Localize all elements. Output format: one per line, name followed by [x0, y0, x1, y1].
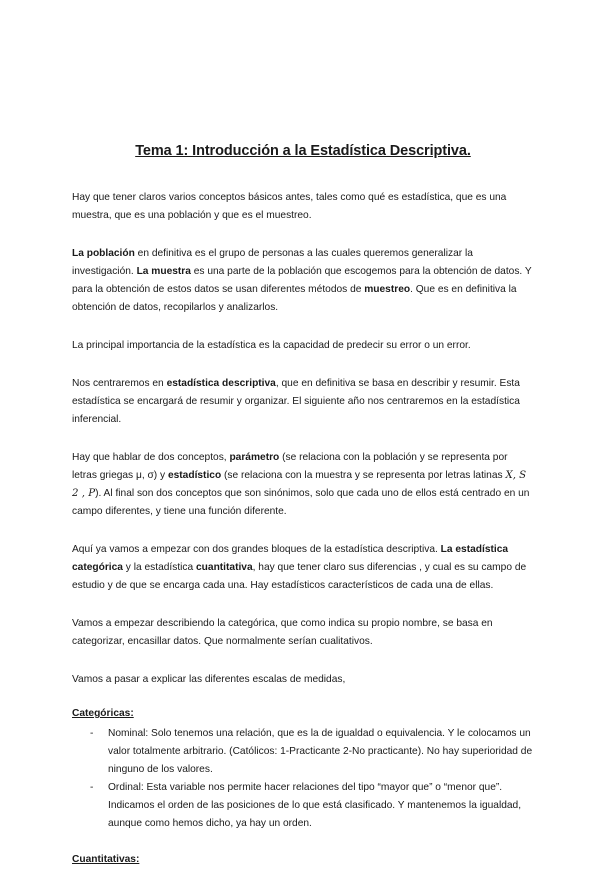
term-cuantitativa: cuantitativa	[196, 562, 253, 573]
list-categoricas	[72, 725, 534, 833]
paragraph-bloques: Aquí ya vamos a empezar con dos grandes bloques de la estadística descriptiva. La estadística categórica y la estadística cuantitativa, hay que tener claro sus diferencias , y cual es su campo de estudio y de que se encarga cada una. Hay estadísticos característicos de cada una de ellas.	[72, 544, 527, 591]
paragraph-importancia: La principal importancia de la estadística es la capacidad de predecir su error o un error.	[72, 340, 471, 351]
math-symbols: X, S 2 , P	[72, 470, 527, 499]
term-categorica: La estadística categórica	[72, 544, 509, 573]
page-title: Tema 1: Introducción a la Estadística Descriptiva.	[135, 143, 471, 159]
paragraph-intro: Hay que tener claros varios conceptos básicos antes, tales como qué es estadística, que es una muestra, que es una población y que es el muestreo.	[72, 192, 507, 221]
list-dash: -	[90, 782, 94, 793]
paragraph-escalas: Vamos a pasar a explicar las diferentes escalas de medidas,	[72, 674, 346, 685]
term-poblacion: La población	[72, 248, 135, 259]
term-estadistica-descriptiva: estadística descriptiva	[166, 378, 276, 389]
document-body	[72, 143, 534, 871]
term-estadistico: estadístico	[167, 470, 222, 481]
section-heading-cuantitativas: Cuantitativas:	[72, 854, 140, 865]
list-item: - Ordinal: Esta variable nos permite hacer relaciones del tipo “mayor que” o “menor que”. Indicamos el orden de las posiciones de lo que está clasificado. Y mantenemos la igualdad, aunque como hemos dicho, ya hay un orden.	[72, 779, 534, 833]
paragraph-descriptiva: Nos centraremos en estadística descriptiva, que en definitiva se basa en describir y resumir. Esta estadística se encargará de resumir y organizar. El siguiente año nos centraremos en la estadística inferencial.	[72, 378, 520, 425]
list-item: - Nominal: Solo tenemos una relación, que es la de igualdad o equivalencia. Y le colocamos un valor totalmente arbitrario. (Católicos: 1-Practicante 2-No practicante). No hay superioridad de ninguno de los valores.	[72, 725, 534, 779]
section-heading-categoricas: Categóricas:	[72, 708, 134, 719]
term-muestra: La muestra	[136, 266, 191, 277]
paragraph-parametro: Hay que hablar de dos conceptos, parámetro (se relaciona con la población y se representa por letras griegas μ, σ) y estadístico (se relaciona con la muestra y se representa por letras latinas X, S 2 , P). Al final son dos conceptos que son sinónimos, solo que cada uno de ellos está centrado en un campo diferentes, y tiene una función diferente.	[72, 452, 530, 517]
paragraph-categorica: Vamos a empezar describiendo la categórica, que como indica su propio nombre, se basa en categorizar, encasillar datos. Que normalmente serían cualitativos.	[72, 618, 493, 647]
paragraph-poblacion: La población en definitiva es el grupo de personas a las cuales queremos generalizar la investigación. La muestra es una parte de la población que escogemos para la obtención de datos. Y para la obtención de estos datos se usan diferentes métodos de muestreo. Que es en definitiva la obtención de datos, recopilarlos y analizarlos.	[72, 248, 532, 313]
list-dash: -	[90, 728, 94, 739]
term-muestreo: muestreo	[364, 284, 411, 295]
term-parametro: parámetro	[229, 452, 280, 463]
